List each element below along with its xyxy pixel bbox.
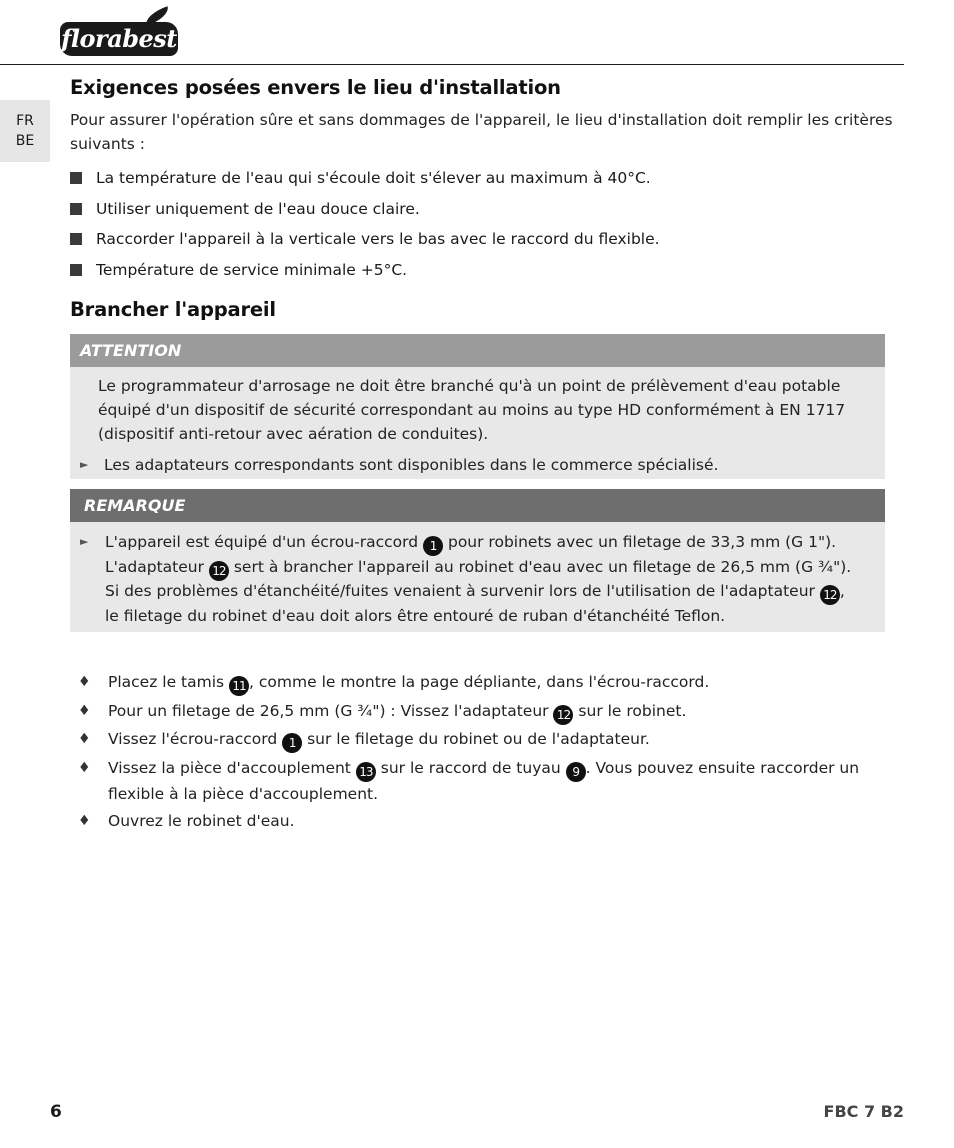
part-number-badge: 9 [566,762,586,782]
requirements-list [70,166,890,288]
part-number-badge: 1 [282,733,302,753]
intro-line-1: Pour assurer l'opération sûre et sans dommages de l'appareil, le lieu d'installation doit remplir les critères [70,111,893,129]
list-item: Utiliser uniquement de l'eau douce claire. [70,197,890,228]
attention-line-2: équipé d'un dispositif de sécurité correspondant au moins au type HD conformément à EN 1717 [98,401,846,419]
section-title-installation: Exigences posées envers le lieu d'installation [70,76,561,99]
language-tab [0,100,50,162]
diamond-bullet-icon: ♦ [78,674,91,690]
remarque-line-2: L'adaptateur 12 sert à brancher l'appareil au robinet d'eau avec un filetage de 26,5 mm (G ¾"). [105,555,851,581]
part-number-badge: 1 [423,536,443,556]
header-divider [0,64,904,65]
part-number-badge: 12 [820,585,840,605]
attention-bullet: Les adaptateurs correspondants sont disponibles dans le commerce spécialisé. [104,456,719,474]
diamond-bullet-icon: ♦ [78,702,91,719]
diamond-bullet-icon: ♦ [78,759,91,776]
lang-fr: FR [16,113,34,129]
attention-line-1: Le programmateur d'arrosage ne doit être branché qu'à un point de prélèvement d'eau potable [98,377,841,395]
remarque-line-3: Si des problèmes d'étanchéité/fuites venaient à survenir lors de l'utilisation de l'adaptateur 12 , [105,579,845,605]
part-number-badge: 13 [356,762,376,782]
steps-list [78,670,878,836]
list-item: ♦ Ouvrez le robinet d'eau. [78,809,878,834]
arrow-bullet-icon: ► [80,458,89,471]
square-bullet-icon [70,203,82,215]
list-item: ♦ Pour un filetage de 26,5 mm (G ¾") : Vissez l'adaptateur 12 sur le robinet. [78,699,878,725]
logo-text: florabest [60,22,178,56]
model-code: FBC 7 B2 [823,1102,904,1121]
section-title-connect: Brancher l'appareil [70,298,276,321]
list-item: Température de service minimale +5°C. [70,258,890,289]
intro-line-2: suivants : [70,135,146,153]
list-item: ♦ Placez le tamis 11 , comme le montre la page dépliante, dans l'écrou-raccord. [78,670,878,696]
page-number: 6 [50,1102,62,1122]
attention-box [70,367,885,479]
list-item: ♦ Vissez la pièce d'accouplement 13 sur le raccord de tuyau 9 . Vous pouvez ensuite raccorder un flexible à la pièce d'accouplement. [78,756,878,807]
list-item: ♦ Vissez l'écrou-raccord 1 sur le filetage du robinet ou de l'adaptateur. [78,727,878,753]
remarque-line-1: L'appareil est équipé d'un écrou-raccord 1 pour robinets avec un filetage de 33,3 mm (G 1"). [105,530,836,556]
square-bullet-icon [70,172,82,184]
part-number-badge: 12 [553,705,573,725]
arrow-bullet-icon: ► [80,535,89,548]
square-bullet-icon [70,233,82,245]
diamond-bullet-icon: ♦ [78,731,91,747]
remarque-line-4: le filetage du robinet d'eau doit alors être entouré de ruban d'étanchéité Teflon. [105,606,726,625]
part-number-badge: 11 [229,676,249,696]
remarque-header: REMARQUE [70,489,885,522]
diamond-bullet-icon: ♦ [78,812,91,829]
list-item: Raccorder l'appareil à la verticale vers le bas avec le raccord du flexible. [70,227,890,258]
brand-logo [60,16,178,60]
attention-line-3: (dispositif anti-retour avec aération de conduites). [98,425,489,443]
attention-header: ATTENTION [70,334,885,367]
part-number-badge: 12 [209,561,229,581]
lang-be: BE [15,133,35,149]
remarque-box [70,522,885,632]
list-item: La température de l'eau qui s'écoule doit s'élever au maximum à 40°C. [70,166,890,197]
square-bullet-icon [70,264,82,276]
